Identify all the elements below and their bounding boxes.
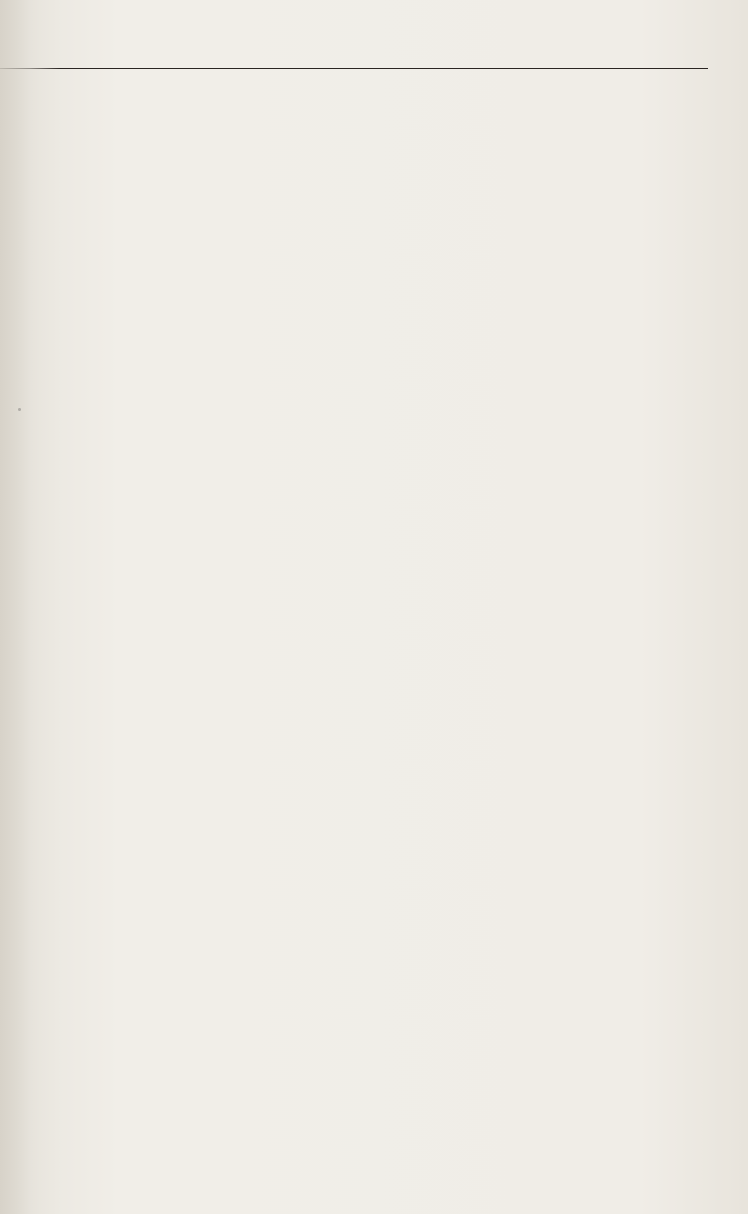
- page-gutter-shadow: [0, 0, 60, 1214]
- stray-mark: [18, 408, 21, 411]
- running-header: [0, 30, 708, 69]
